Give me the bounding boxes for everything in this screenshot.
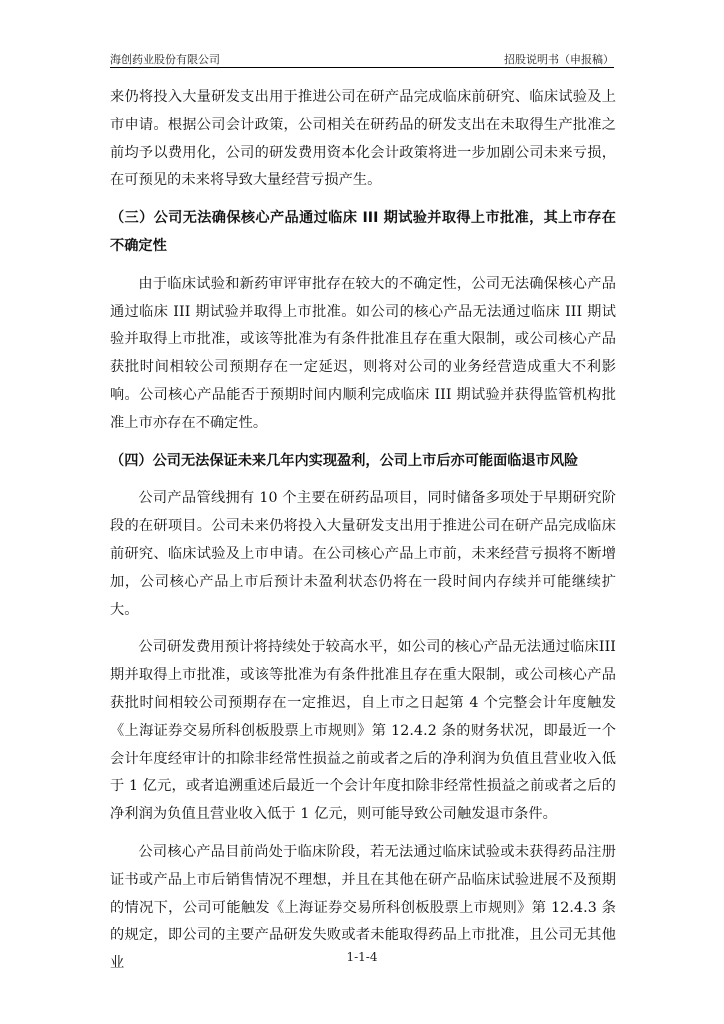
paragraph: 来仍将投入大量研发支出用于推进公司在研产品完成临床前研究、临床试验及上市申请。根据公司会计政策，公司相关在研药品的研发支出在未取得生产批准之前均予以费用化，公司的研发费用资本化会计政策将进一步加剧公司未来亏损，在可预见的未来将导致大量经营亏损产生。 [110,89,616,189]
paragraph: 公司产品管线拥有 10 个主要在研药品项目，同时储备多项处于早期研究阶段的在研项目。公司未来仍将投入大量研发支出用于推进公司在研产品完成临床前研究、临床试验及上市申请。在公司核心产品上市前，未来经营亏损将不断增加，公司核心产品上市后预计未盈利状态仍将在一段时间内存续并可能继续扩大。 [110,490,616,618]
header-company-name: 海创药业股份有限公司 [110,53,220,66]
paragraph: 公司核心产品目前尚处于临床阶段，若无法通过临床试验或未获得药品注册证书或产品上市后销售情况不理想，并且在其他在研产品临床试验进展不及预期的情况下，公司可能触发《上海证券交易所科创板股票上市规则》第 12.4.3 条的规定，即公司的主要产品研发失败或者未能取得药品上市批准，且公司无其他业 [110,843,616,972]
section-heading-4: （四）公司无法保证未来几年内实现盈利，公司上市后亦可能面临退市风险 [110,452,579,469]
page-header [110,49,614,67]
paragraph: 由于临床试验和新药审评审批存在较大的不确定性，公司无法确保核心产品通过临床 III 期试验并取得上市批准。如公司的核心产品无法通过临床 III 期试验并取得上市批准，或该等批准为有条件批准且存在重大限制，或公司核心产品获批时间相较公司预期存在一定延迟，则将对公司的业务经营造成重大不利影响。公司核心产品能否于预期时间内顺利完成临床 III 期试验并获得监管机构批准上市亦存在不确定性。 [110,275,616,431]
page-number: 1-1-4 [346,950,378,964]
section-heading-3: （三）公司无法确保核心产品通过临床 III 期试验并取得上市批准，其上市存在不确定性 [110,210,616,254]
header-document-type: 招股说明书（申报稿） [504,53,614,66]
document-body [110,84,616,988]
header-divider [110,67,614,68]
paragraph: 公司研发费用预计将持续处于较高水平，如公司的核心产品无法通过临床III 期并取得上市批准，或该等批准为有条件批准且存在重大限制，或公司核心产品获批时间相较公司预期存在一定推迟，自上市之日起第 4 个完整会计年度触发《上海证券交易所科创板股票上市规则》第 12.4.2 条的财务状况，即最近一个会计年度经审计的扣除非经常性损益之前或者之后的净利润为负值且营业收入低于 1 亿元，或者追溯重述后最近一个会计年度扣除非经常性损益之前或者之后的净利润为负值且营业收入低于 1 亿元，则可能导致公司触发退市条件。 [110,639,616,823]
